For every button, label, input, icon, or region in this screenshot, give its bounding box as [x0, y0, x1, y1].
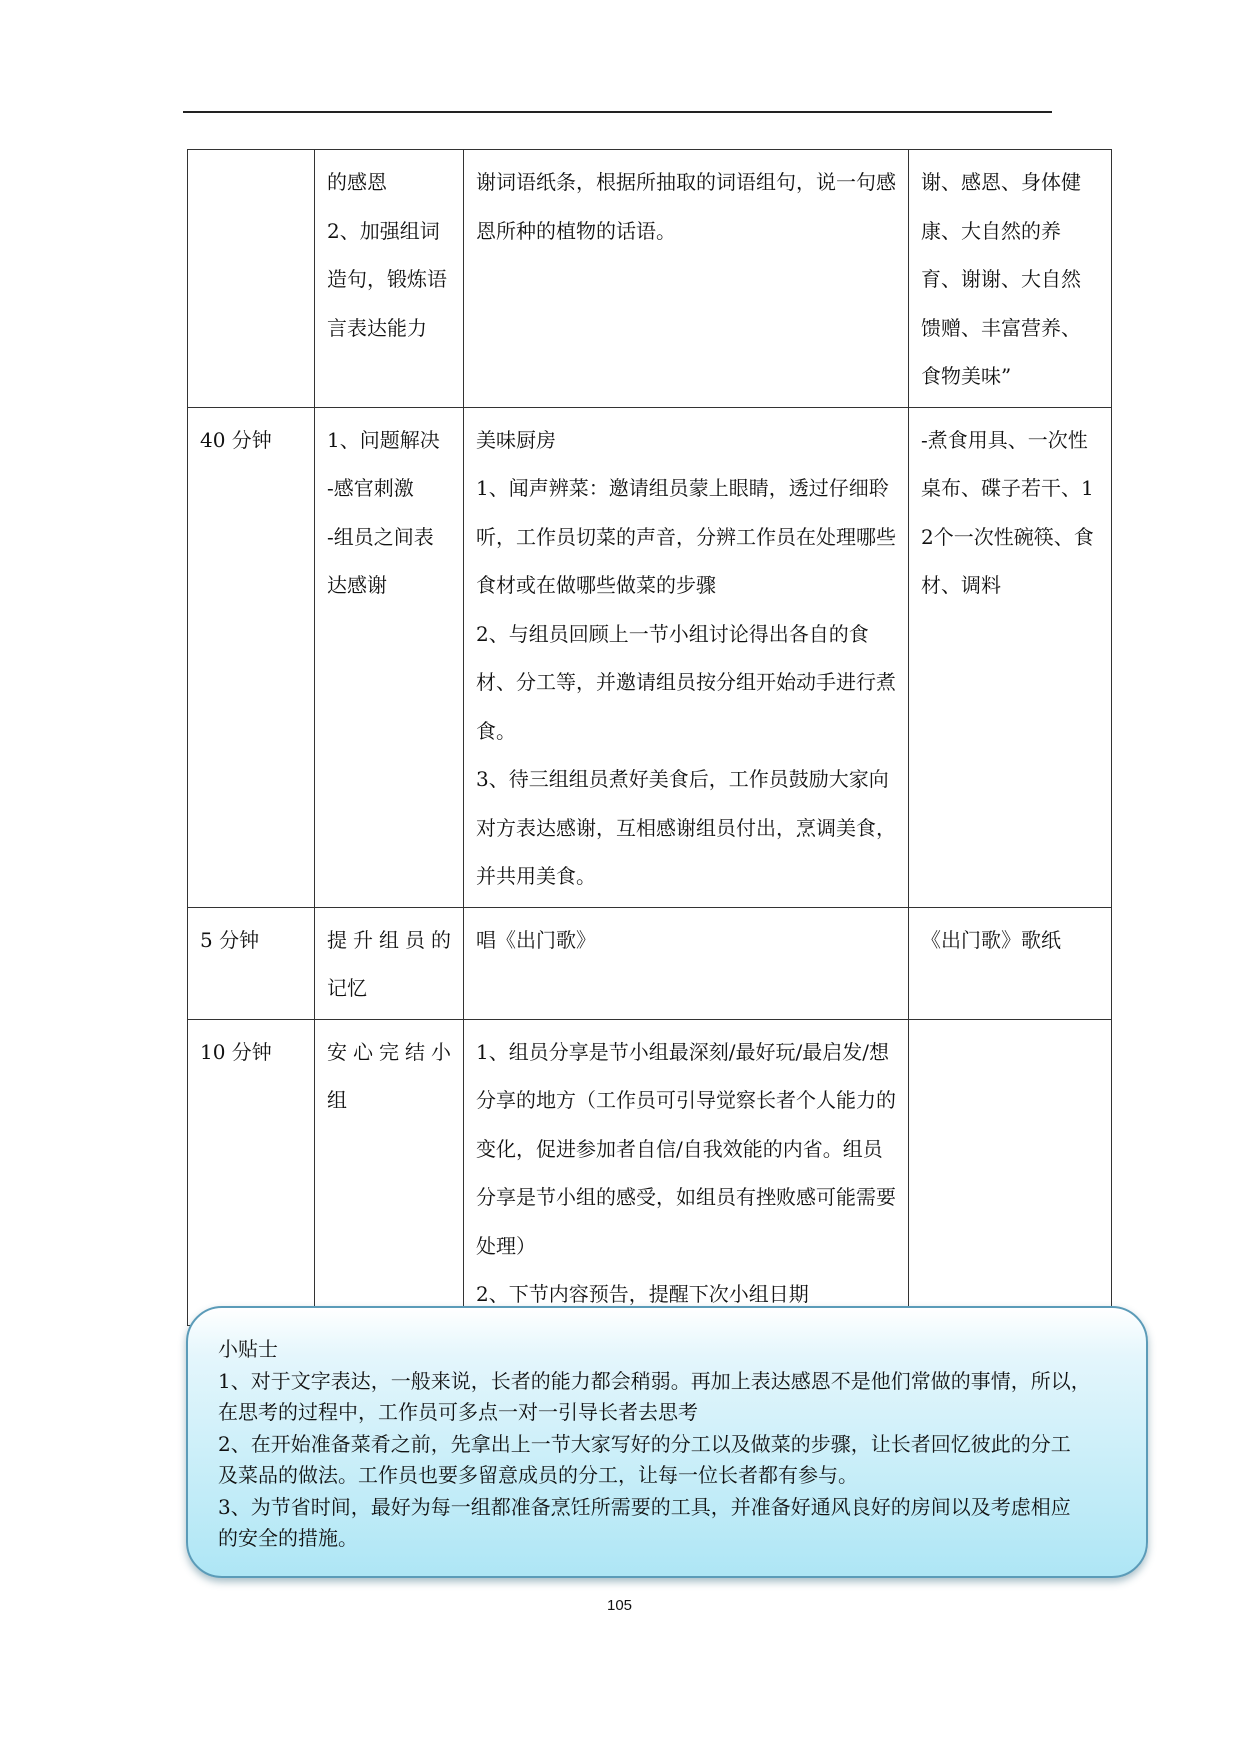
- materials-paragraph: 谢、感恩、身体健康、大自然的养育、谢谢、大自然馈赠、丰富营养、食物美味”: [921, 170, 1081, 388]
- goal-cell: [315, 407, 464, 907]
- materials-cell: [909, 907, 1112, 1019]
- content-cell: [464, 1019, 909, 1325]
- materials-paragraph: 《出门歌》歌纸: [921, 927, 1061, 952]
- content-paragraph: 2、下节内容预告，提醒下次小组日期: [476, 1282, 809, 1306]
- table-row: [188, 1019, 1112, 1325]
- materials-paragraph: -煮食用具、一次性桌布、碟子若干、12个一次性碗筷、食材、调料: [921, 427, 1094, 597]
- table-row: [188, 907, 1112, 1019]
- time-cell: [188, 150, 315, 408]
- table-row: [188, 150, 1112, 408]
- goal-line: 的感恩: [327, 170, 387, 194]
- goal-line: 提升组员的: [327, 927, 451, 952]
- goal-line: 1、问题解决: [327, 427, 440, 452]
- goal-line: 造句，锻炼语: [327, 267, 447, 291]
- time-cell: 40 分钟: [188, 407, 315, 907]
- content-paragraph: 1、闻声辨菜：邀请组员蒙上眼睛，透过仔细聆听，工作员切菜的声音，分辨工作员在处理哪些食材或在做哪些做菜的步骤: [476, 476, 896, 597]
- tips-line: 1、对于文字表达，一般来说，长者的能力都会稍弱。再加上表达感恩不是他们常做的事情，所以，: [218, 1368, 1091, 1393]
- content-cell: [464, 150, 909, 408]
- tips-line: 2、在开始准备菜肴之前，先拿出上一节大家写好的分工以及做菜的步骤，让长者回忆彼此的分工: [218, 1431, 1071, 1456]
- goal-cell: [315, 150, 464, 408]
- time-cell: 10 分钟: [188, 1019, 315, 1325]
- content-paragraph: 2、与组员回顾上一节小组讨论得出各自的食材、分工等，并邀请组员按分组开始动手进行煮食。: [476, 621, 896, 743]
- content-paragraph: 谢词语纸条，根据所抽取的词语组句，说一句感恩所种的植物的话语。: [476, 170, 896, 243]
- time-cell: 5 分钟: [188, 907, 315, 1019]
- content-cell: [464, 907, 909, 1019]
- page-number: 105: [606, 1597, 633, 1614]
- goal-cell: [315, 907, 464, 1019]
- tips-title: 小贴士: [218, 1337, 278, 1361]
- content-paragraph: 1、组员分享是节小组最深刻/最好玩/最启发/想分享的地方（工作员可引导觉察长者个人能力的变化，促进参加者自信/自我效能的内省。组员分享是节小组的感受，如组员有挫败感可能需要处理）: [476, 1039, 896, 1258]
- content-paragraph: 3、待三组组员煮好美食后，工作员鼓励大家向对方表达感谢，互相感谢组员付出，烹调美食，并共用美食。: [476, 767, 896, 888]
- goal-line: 2、加强组词: [327, 218, 440, 243]
- content-paragraph: 美味厨房: [476, 427, 556, 452]
- activity-plan-table: [187, 149, 1112, 1326]
- content-cell: [464, 407, 909, 907]
- header-rule: [183, 111, 1052, 113]
- tips-line: 3、为节省时间，最好为每一组都准备烹饪所需要的工具，并准备好通风良好的房间以及考虑相应: [218, 1494, 1071, 1519]
- goal-line: 安心完结小: [327, 1039, 451, 1064]
- tips-line: 的安全的措施。: [218, 1526, 358, 1550]
- content-paragraph: 唱《出门歌》: [476, 927, 596, 952]
- goal-line: 言表达能力: [327, 315, 427, 340]
- goal-line: 组: [327, 1088, 347, 1112]
- goal-line: -组员之间表: [327, 524, 434, 549]
- materials-cell: [909, 407, 1112, 907]
- tips-box: [186, 1306, 1148, 1578]
- goal-line: 记忆: [327, 976, 367, 1000]
- goal-cell: [315, 1019, 464, 1325]
- materials-cell: [909, 1019, 1112, 1325]
- goal-line: -感官刺激: [327, 476, 414, 500]
- table-row: [188, 407, 1112, 907]
- tips-line: 及菜品的做法。工作员也要多留意成员的分工，让每一位长者都有参与。: [218, 1463, 858, 1487]
- tips-line: 在思考的过程中，工作员可多点一对一引导长者去思考: [218, 1400, 698, 1424]
- materials-cell: [909, 150, 1112, 408]
- goal-line: 达感谢: [327, 573, 387, 597]
